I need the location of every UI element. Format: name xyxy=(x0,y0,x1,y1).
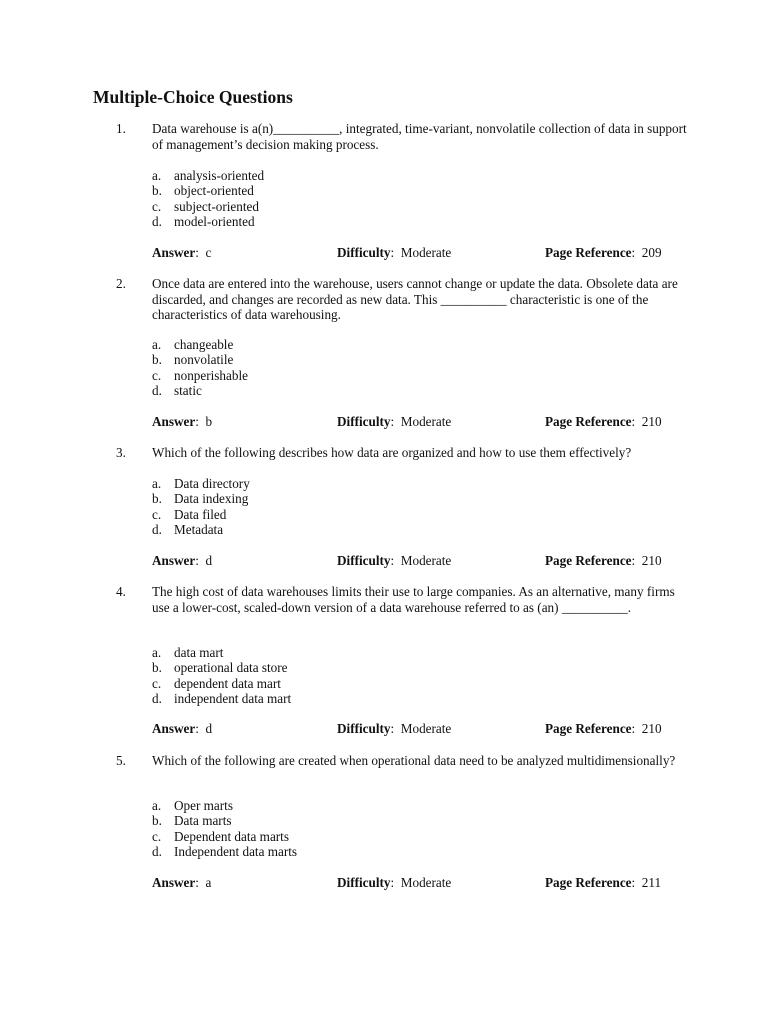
question-5 xyxy=(116,753,696,893)
answer-field: Answer: d xyxy=(152,553,213,568)
difficulty-field: Difficulty: Moderate xyxy=(337,245,452,260)
page-reference-value: 210 xyxy=(641,553,662,568)
difficulty-value: Moderate xyxy=(400,553,452,568)
option-letter: c. xyxy=(152,367,162,383)
answer-label: Answer xyxy=(152,875,196,890)
page-reference-field: Page Reference: 210 xyxy=(545,553,662,568)
page-reference-field: Page Reference: 209 xyxy=(545,245,662,260)
answer-field: Answer: a xyxy=(152,875,212,890)
option-letter: d. xyxy=(152,844,162,860)
difficulty-field: Difficulty: Moderate xyxy=(337,721,452,736)
answer-value: c xyxy=(205,245,212,260)
page-reference-label: Page Reference xyxy=(545,875,632,890)
difficulty-value: Moderate xyxy=(400,875,452,890)
question-number: 2. xyxy=(116,276,126,291)
option-text: model-oriented xyxy=(174,214,255,230)
option-text: Oper marts xyxy=(174,798,233,813)
difficulty-label: Difficulty xyxy=(337,245,391,260)
question-3 xyxy=(116,445,696,570)
difficulty-value: Moderate xyxy=(400,245,452,260)
answer-value: d xyxy=(205,721,213,736)
answer-value: a xyxy=(205,875,212,890)
difficulty-field: Difficulty: Moderate xyxy=(337,875,452,890)
option-letter: b. xyxy=(152,491,162,507)
page-reference-value: 209 xyxy=(641,245,662,260)
difficulty-label: Difficulty xyxy=(337,721,391,736)
difficulty-label: Difficulty xyxy=(337,875,391,890)
option-text: Data directory xyxy=(174,476,250,491)
option-letter: b. xyxy=(152,660,162,676)
option-letter: c. xyxy=(152,198,162,214)
question-number: 5. xyxy=(116,753,126,768)
answer-field: Answer: c xyxy=(152,245,212,260)
question-number: 4. xyxy=(116,584,126,599)
answer-field: Answer: d xyxy=(152,721,213,736)
option-letter: d. xyxy=(152,383,162,399)
difficulty-field: Difficulty: Moderate xyxy=(337,414,452,429)
page-reference-label: Page Reference xyxy=(545,414,632,429)
option-text: Data filed xyxy=(174,506,227,522)
option-text: changeable xyxy=(174,337,234,352)
page-reference-field: Page Reference: 210 xyxy=(545,414,662,429)
answer-meta-row xyxy=(152,875,692,891)
difficulty-label: Difficulty xyxy=(337,414,391,429)
option-text: dependent data mart xyxy=(174,675,281,691)
answer-label: Answer xyxy=(152,553,196,568)
page-reference-value: 210 xyxy=(641,414,662,429)
question-text: Which of the following are created when operational data need to be analyzed multidimensionally? xyxy=(152,753,676,768)
question-text: Once data are entered into the warehouse, users cannot change or update the data. Obsolete data are discarded, and changes are recorded as new data. This __________ characteristic is one of the characteristics of data warehousing. xyxy=(152,276,678,322)
question-number: 3. xyxy=(116,445,126,460)
option-text: Data indexing xyxy=(174,491,249,507)
option-letter: b. xyxy=(152,183,162,199)
question-text: The high cost of data warehouses limits their use to large companies. As an alternative, many firms use a lower-cost, scaled-down version of a data warehouse referred to as (an) __________. xyxy=(152,584,675,615)
difficulty-value: Moderate xyxy=(400,721,452,736)
page-reference-field: Page Reference: 210 xyxy=(545,721,662,736)
answer-meta-row xyxy=(152,553,692,569)
answer-value: b xyxy=(205,414,213,429)
option-text: subject-oriented xyxy=(174,198,259,214)
option-letter: a. xyxy=(152,476,162,491)
option-letter: d. xyxy=(152,691,162,707)
page-reference-label: Page Reference xyxy=(545,721,632,736)
option-text: nonvolatile xyxy=(174,352,234,368)
option-letter: c. xyxy=(152,828,162,844)
answer-label: Answer xyxy=(152,245,196,260)
option-letter: c. xyxy=(152,675,162,691)
section-heading: Multiple-Choice Questions xyxy=(93,87,293,107)
difficulty-value: Moderate xyxy=(400,414,452,429)
option-letter: d. xyxy=(152,214,162,230)
question-2 xyxy=(116,276,696,431)
option-letter: d. xyxy=(152,522,162,538)
option-text: nonperishable xyxy=(174,367,248,383)
answer-label: Answer xyxy=(152,414,196,429)
option-text: Dependent data marts xyxy=(174,828,289,844)
answer-meta-row xyxy=(152,414,692,430)
option-text: object-oriented xyxy=(174,183,254,199)
page-reference-field: Page Reference: 211 xyxy=(545,875,662,890)
answer-meta-row xyxy=(152,245,692,261)
option-text: operational data store xyxy=(174,660,288,676)
question-text: Data warehouse is a(n)__________, integrated, time-variant, nonvolatile collection of data in support of management’s decision making process. xyxy=(152,121,687,152)
option-text: analysis-oriented xyxy=(174,168,265,183)
option-text: data mart xyxy=(174,645,224,660)
page-reference-label: Page Reference xyxy=(545,553,632,568)
option-text: Independent data marts xyxy=(174,844,298,860)
option-letter: c. xyxy=(152,506,162,522)
question-text: Which of the following describes how data are organized and how to use them effectively? xyxy=(152,445,632,460)
answer-label: Answer xyxy=(152,721,196,736)
option-letter: a. xyxy=(152,798,162,813)
option-text: static xyxy=(174,383,202,399)
answer-value: d xyxy=(205,553,213,568)
option-letter: a. xyxy=(152,168,162,183)
option-text: independent data mart xyxy=(174,691,292,707)
option-text: Metadata xyxy=(174,522,224,538)
answer-meta-row xyxy=(152,721,692,737)
page-reference-label: Page Reference xyxy=(545,245,632,260)
option-letter: a. xyxy=(152,337,162,352)
difficulty-label: Difficulty xyxy=(337,553,391,568)
page-reference-value: 210 xyxy=(641,721,662,736)
option-letter: b. xyxy=(152,352,162,368)
option-text: Data marts xyxy=(174,813,232,829)
difficulty-field: Difficulty: Moderate xyxy=(337,553,452,568)
question-1 xyxy=(116,121,696,271)
option-letter: b. xyxy=(152,813,162,829)
page-reference-value: 211 xyxy=(641,875,662,890)
answer-field: Answer: b xyxy=(152,414,213,429)
option-letter: a. xyxy=(152,645,162,660)
question-4 xyxy=(116,584,696,739)
question-number: 1. xyxy=(116,121,126,136)
